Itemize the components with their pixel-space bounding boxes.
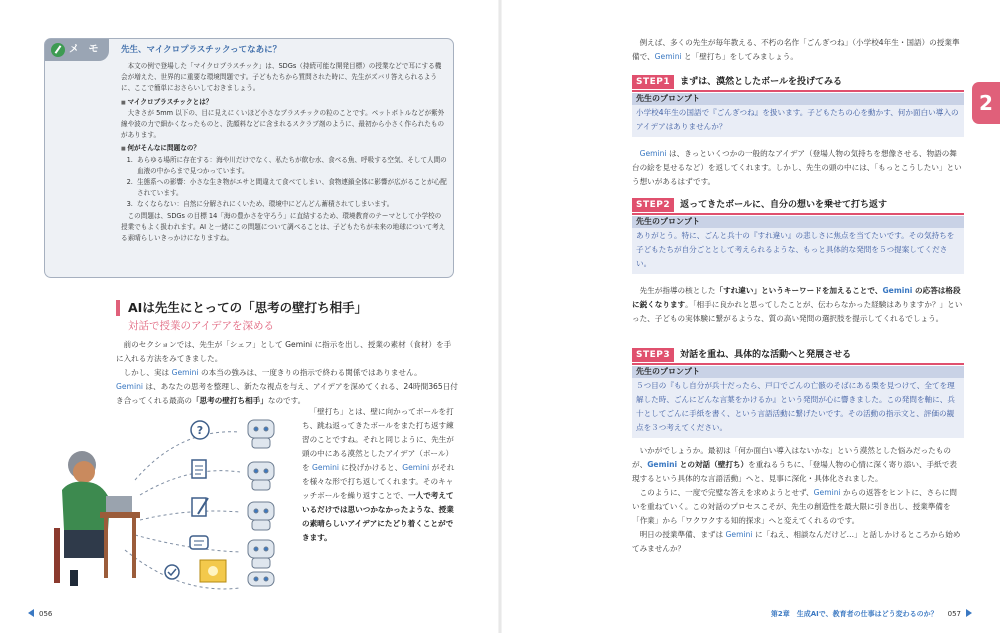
memo-intro: 本文の例で登場した「マイクロプラスチック」は、SDGs（持続可能な開発目標）の授業などで耳にする機会が増えた、世界的に重要な環境問題です。子どもたちから質問された時に、先生がズバリ答えられるように、ここで簡単におさらいしておきましょう。: [121, 62, 442, 93]
step3-prompt: [632, 366, 964, 438]
memo-body: [121, 61, 447, 244]
step2-title: 返ってきたボールに、自分の想いを乗せて打ち返す: [680, 199, 887, 210]
conclusion-text: いかがでしょうか。最初は「何か面白い導入はないかな」という漠然とした悩みだったものが、Gemini との対話（壁打ち）を重ねるうちに、「登場人物の心情に深く寄り添い、手紙で表現するという具体的な言語活動」へと、見事に深化・具体化されました。 このように、一度で完璧な答えを求めようとせず、Gemini からの返答をヒントに、さらに問いを重ねていく。この対話のプロセスこそが、先生の創造性を最大限に引き出し、授業準備を「作業」から「ワクワクする知的探求」へと変えてくれるのです。 明日の授業準備、まずは Gemini に「ねえ、相談なんだけど…」と話しかけるところから始めてみませんか？: [632, 446, 961, 554]
right-intro: 例えば、多くの先生が毎年教える、不朽の名作「ごんぎつね」（小学校4年生・国語）の授業準備で、Gemini と「壁打ち」をしてみましょう。: [632, 38, 960, 62]
step1-response-text: Gemini は、きっといくつかの一般的なアイデア（登場人物の気持ちを想像させる、物語の舞台の絵を見せるなど）を返してくれます。しかし、先生の頭の中には、「もっとこうしたい」という想いがあるはずです。: [632, 149, 962, 187]
memo-list-item: 1. あらゆる場所に存在する：海や川だけでなく、私たちが飲む水、食べる魚、呼吸する空気、そして人間の血液の中からまで見つかっています。: [135, 155, 447, 177]
question-icon: [191, 421, 209, 439]
prompt-label: 先生のプロンプト: [632, 366, 964, 378]
footer-left: [28, 609, 52, 620]
prompt-label: 先生のプロンプト: [632, 216, 964, 228]
prev-page-icon[interactable]: [28, 609, 34, 617]
step3-heading: [632, 348, 851, 362]
next-page-icon[interactable]: [966, 609, 972, 617]
memo-tab: [45, 39, 109, 61]
paragraph: しかし、実は Gemini の本当の強みは、一度きりの指示で終わる関係ではありません。: [123, 368, 422, 378]
step1-title: まずは、漠然としたボールを投げてみる: [680, 76, 842, 87]
robot-icon: [248, 420, 274, 586]
document-icon: [192, 460, 206, 478]
step1-prompt: [632, 93, 964, 137]
step-divider: [632, 363, 964, 365]
section-title: AIは先生にとっての「思考の壁打ち相手」: [116, 300, 367, 316]
memo-list-item: 3. なくならない：自然に分解されにくいため、環境中にどんどん蓄積されてしまいます。: [135, 199, 447, 210]
memo-outro: この問題は、SDGs の目標 14「海の豊かさを守ろう」に直結するため、環境教育のテーマとして小学校の授業でもよく扱われます。AI と一緒にこの問題について調べることは、子どもたちが未来の地球について考える素晴らしいきっかけになりますね。: [121, 211, 446, 243]
prompt-text: 小学校4年生の国語で『ごんぎつね』を扱います。子どもたちの心を動かす、何か面白い導入のアイデアはありませんか？: [636, 108, 959, 132]
memo-sub1-text: 大きさが 5mm 以下の、目に見えにくいほど小さなプラスチックの粒のことです。ペットボトルなどが紫外線や波の力で細かくなったものと、洗顔料などに含まれるスクラブ剤のように、最初から小さく作られたものがあります。: [121, 108, 445, 140]
footer-right: [771, 609, 972, 620]
paragraph: 前のセクションでは、先生が「シェフ」として Gemini に指示を出し、授業の素材（食材）を手に入れる方法をみてきました。: [116, 340, 452, 364]
memo-subheading-1: ■ マイクロプラスチックとは？: [121, 97, 447, 108]
memo-list: [121, 155, 447, 211]
edit-icon: [192, 498, 208, 516]
wall-practice-text: 「壁打ち」とは、壁に向かってボールを打ち、跳ね返ってきたボールをまた打ち返す練習のことですね。それと同じように、先生が頭の中にある漠然としたアイデア（ボール）を Gemini に投げかけると、Gemini がそれを様々な形で打ち返してくれます。そのキャッチボールを繰り返すことで、一人で考えているだけでは思いつかなかったような、授業の素晴らしいアイデアにたどり着くことができます。: [302, 407, 455, 543]
check-list-icon: [165, 565, 179, 579]
chapter-tab[interactable]: 2: [972, 82, 1000, 124]
left-body-text: [116, 338, 458, 408]
prompt-text: ありがとう。特に、ごんと兵十の『すれ違い』の悲しさに焦点を当てたいです。その気持ちを子どもたちが自分ごととして考えられるような、もっと具体的な発問を５つ提案してください。: [636, 231, 955, 269]
step-divider: [632, 213, 964, 215]
memo-title: 先生、マイクロプラスチックってなあに？: [121, 45, 282, 55]
step1-heading: [632, 75, 842, 89]
memo-tab-label: メ モ: [69, 44, 102, 55]
page-number-left: 056: [39, 610, 53, 618]
memo-subheading-2: ■ 何がそんなに問題なの？: [121, 143, 447, 154]
step1-badge: STEP1: [632, 75, 674, 89]
section-subtitle: 対話で授業のアイデアを深める: [128, 320, 275, 332]
prompt-label: 先生のプロンプト: [632, 93, 964, 105]
step2-heading: [632, 198, 887, 212]
step-divider: [632, 90, 964, 92]
pen-icon: [51, 43, 65, 57]
idea-card-icon: [200, 560, 226, 582]
teacher-robot-illustration: [40, 410, 302, 595]
chat-bubble-icon: [190, 536, 208, 549]
step2-response-text: 先生が指導の核とした「すれ違い」というキーワードを加えることで、Gemini の応答は格段に鋭くなります。「相手に良かれと思ってしたことが、伝わらなかった経験はありますか？」といった、子どもの実体験に繋がるような、質の高い発問の選択肢を提示してくれるでしょう。: [632, 286, 963, 324]
step3-badge: STEP3: [632, 348, 674, 362]
page-number-right: 057: [947, 610, 961, 618]
page-gutter: [498, 0, 502, 633]
step3-title: 対話を重ね、具体的な活動へと発展させる: [680, 349, 852, 360]
svg-text:?: ?: [196, 424, 204, 437]
teacher-icon: [54, 451, 140, 586]
memo-list-item: 2. 生態系への影響：小さな生き物がエサと間違えて食べてしまい、食物連鎖全体に影響が広がることが心配されています。: [135, 177, 447, 199]
step2-badge: STEP2: [632, 198, 674, 212]
chapter-title: 第2章 生成AIで、教育者の仕事はどう変わるのか？: [770, 610, 938, 618]
prompt-text: ５つ目の『もし自分が兵十だったら、戸口でごんの亡骸のそばにある栗を見つけて、全てを理解した時、ごんにどんな言葉をかけるか』という発問が心に響きました。この発問を軸に、兵十としてごんに手紙を書く、という言語活動に繋げたいです。その活動の指示文と、評価の観点を３つ考えてください。: [636, 381, 955, 433]
step2-prompt: [632, 216, 964, 274]
paragraph: Gemini は、あなたの思考を整理し、新たな視点を与え、アイデアを深めてくれる、24時間365日付き合ってくれる最高の「思考の壁打ち相手」なのです。: [116, 382, 458, 406]
memo-box: [44, 38, 454, 278]
